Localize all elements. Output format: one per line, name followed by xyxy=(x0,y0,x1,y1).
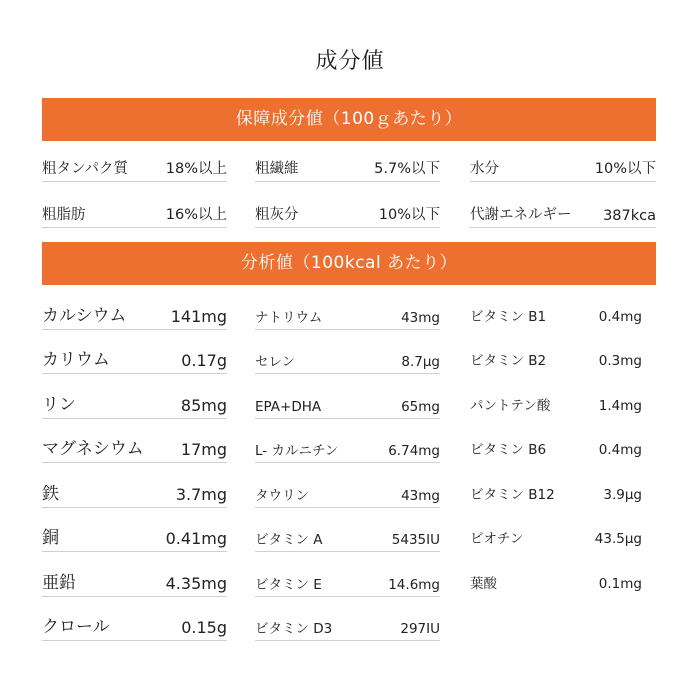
analysis-item-label: ビタミン B12 xyxy=(470,487,555,503)
analysis-item xyxy=(255,611,440,641)
analysis-item-label: 亜鉛 xyxy=(42,573,76,593)
analysis-item-label: 銅 xyxy=(42,528,59,548)
analysis-item-value: 3.7mg xyxy=(175,485,227,504)
analysis-item-label: パントテン酸 xyxy=(470,398,551,414)
analysis-item-value: 0.15g xyxy=(181,618,227,637)
guaranteed-item xyxy=(42,198,227,228)
analysis-item-label: ナトリウム xyxy=(255,310,323,326)
analysis-item-label: 葉酸 xyxy=(470,576,497,592)
analysis-item-label: 鉄 xyxy=(42,484,59,504)
analysis-header: 分析値（100kcal あたり） xyxy=(42,242,656,285)
analysis-item xyxy=(42,567,227,597)
analysis-item-label: ビタミン D3 xyxy=(255,621,333,637)
analysis-item xyxy=(470,299,642,328)
guaranteed-item-value: 16%以上 xyxy=(165,207,227,223)
guaranteed-item xyxy=(255,198,440,228)
analysis-item-label: タウリン xyxy=(255,488,309,504)
analysis-item-label: リン xyxy=(42,395,76,415)
analysis-item-value: 85mg xyxy=(180,396,227,415)
guaranteed-item-label: 粗タンパク質 xyxy=(42,161,128,177)
analysis-item-value: 14.6mg xyxy=(388,577,440,593)
analysis-item xyxy=(255,300,440,330)
analysis-item xyxy=(255,522,440,552)
analysis-item xyxy=(42,522,227,552)
analysis-item xyxy=(470,477,642,506)
analysis-item-label: ビタミン B2 xyxy=(470,353,547,369)
analysis-item xyxy=(255,389,440,419)
page-title: 成分値 xyxy=(315,49,385,74)
analysis-item-value: 0.4mg xyxy=(598,309,642,325)
analysis-item-value: 4.35mg xyxy=(165,574,227,593)
analysis-item-label: L- カルニチン xyxy=(255,443,339,459)
guaranteed-item-label: 粗繊維 xyxy=(255,161,299,177)
analysis-item xyxy=(255,478,440,508)
guaranteed-item xyxy=(255,152,440,182)
guaranteed-item-value: 10%以下 xyxy=(378,207,440,223)
analysis-item-label: マグネシウム xyxy=(42,439,144,459)
analysis-item-value: 0.1mg xyxy=(598,576,642,592)
analysis-item-value: 5435IU xyxy=(391,532,440,548)
guaranteed-item-value: 387kca xyxy=(603,208,656,224)
guaranteed-item-label: 粗脂肪 xyxy=(42,207,86,223)
analysis-item-value: 0.4mg xyxy=(598,442,642,458)
analysis-item-label: EPA+DHA xyxy=(255,399,322,415)
guaranteed-item-value: 18%以上 xyxy=(165,161,227,177)
analysis-item-label: セレン xyxy=(255,354,296,370)
analysis-item-value: 43mg xyxy=(401,310,440,326)
analysis-item-value: 43mg xyxy=(401,488,440,504)
analysis-item xyxy=(255,344,440,374)
analysis-item-label: ビタミン A xyxy=(255,532,323,548)
guaranteed-item-value: 10%以下 xyxy=(594,161,656,177)
guaranteed-item xyxy=(470,152,656,182)
analysis-item xyxy=(255,433,440,463)
guaranteed-item xyxy=(470,198,656,228)
analysis-item xyxy=(470,521,642,550)
analysis-item-value: 65mg xyxy=(401,399,440,415)
analysis-item-label: ビタミン B1 xyxy=(470,309,547,325)
guaranteed-item-label: 代謝エネルギー xyxy=(470,207,572,223)
analysis-item-value: 6.74mg xyxy=(388,443,440,459)
analysis-item-label: ビタミン B6 xyxy=(470,442,547,458)
analysis-item-label: クロール xyxy=(42,617,110,637)
analysis-item xyxy=(42,344,227,374)
analysis-item xyxy=(470,566,642,595)
analysis-item xyxy=(255,567,440,597)
analysis-item xyxy=(470,432,642,461)
analysis-item xyxy=(42,478,227,508)
analysis-item-value: 43.5μg xyxy=(594,531,642,547)
analysis-item-value: 1.4mg xyxy=(598,398,642,414)
analysis-item-value: 17mg xyxy=(180,440,227,459)
analysis-item-label: カリウム xyxy=(42,350,110,370)
analysis-item-value: 3.9μg xyxy=(603,487,642,503)
analysis-item xyxy=(42,433,227,463)
analysis-item-value: 0.3mg xyxy=(598,353,642,369)
analysis-item-label: カルシウム xyxy=(42,306,127,326)
analysis-item-label: ビタミン E xyxy=(255,577,322,593)
analysis-item xyxy=(42,300,227,330)
analysis-item xyxy=(42,389,227,419)
analysis-item-label: ビオチン xyxy=(470,531,524,547)
analysis-item-value: 8.7μg xyxy=(401,354,440,370)
analysis-item xyxy=(42,611,227,641)
guaranteed-item-label: 粗灰分 xyxy=(255,207,299,223)
guaranteed-item xyxy=(42,152,227,182)
analysis-item xyxy=(470,343,642,372)
analysis-item xyxy=(470,388,642,417)
analysis-item-value: 0.41mg xyxy=(165,529,227,548)
guaranteed-header: 保障成分値（100ｇあたり） xyxy=(42,98,656,141)
analysis-item-value: 141mg xyxy=(170,307,227,326)
guaranteed-item-label: 水分 xyxy=(470,161,499,177)
analysis-item-value: 297IU xyxy=(400,621,440,637)
guaranteed-item-value: 5.7%以下 xyxy=(374,161,440,177)
analysis-item-value: 0.17g xyxy=(181,351,227,370)
